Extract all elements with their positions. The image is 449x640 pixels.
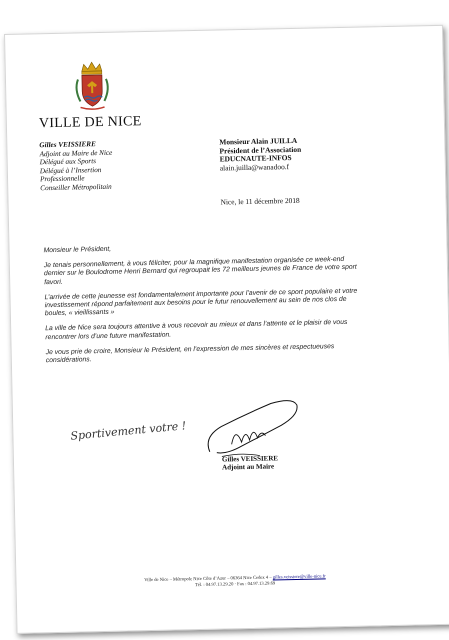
body-paragraph: Je vous prie de croire, Monsieur le Président, en l’expression de mes sincères et respectueuses considérations. <box>45 342 335 365</box>
recipient-org: EDUCNAUTE-INFOS <box>219 153 292 164</box>
body-paragraph: L’arrivée de cette jeunesse est fondamentalement importante pour l’avenir de ce sport populaire et votre investissement répond parfaitement aux besoins pour le futur renouvellement au sein de nos clos de boules, « vieillissants » <box>44 287 358 318</box>
sender-name: Gilles VEISSIERE <box>39 140 96 150</box>
body-paragraph: Je tenais personnellement, à vous féliciter, pour la magnifique manifestation organisée ce week-end dernier sur le Boulodrome Henri Bernard qui regroupait les 72 meilleurs jeunes de France de votre sport favori. <box>43 256 357 286</box>
sender-title: Professionnelle <box>39 174 85 184</box>
handwritten-note: Sportivement votre ! <box>69 419 187 443</box>
footer-phones: Tél. : 04.97.13.29.20 · Fax : 04.97.13.29.69 <box>194 580 276 588</box>
letter-page <box>4 25 449 634</box>
sender-block <box>39 140 113 193</box>
letter-body <box>43 241 366 373</box>
sender-title: Adjoint au Maire de Nice <box>39 148 113 158</box>
recipient-name: Monsieur Alain JUILLA <box>219 135 298 147</box>
recipient-role: Président de l’Association <box>219 144 302 156</box>
city-name: VILLE DE NICE <box>38 114 142 132</box>
footer-address: Ville de Nice – Métropole Nice Côte d’Azur – 06364 Nice Cedex 4 – <box>144 574 272 583</box>
signature-block <box>222 454 278 472</box>
recipient-block <box>219 137 301 173</box>
letter-footer <box>16 571 449 592</box>
city-crest-icon <box>72 61 113 112</box>
letter-date: Nice, le 11 décembre 2018 <box>220 195 300 207</box>
body-paragraph: La ville de Nice sera toujours attentive à vous recevoir au mieux et dans l’attente et le plaisir de vous rencontrer lors d’une future manifestation. <box>45 319 348 341</box>
footer-email-link[interactable]: gilles.veissiere@ville-nice.fr <box>272 573 326 580</box>
signature-title: Adjoint au Maire <box>222 462 275 472</box>
sender-title: Délégué à l’Insertion <box>39 165 102 176</box>
recipient-email: alain.juilla@wanadoo.f <box>219 161 290 173</box>
sender-title: Délégué aux Sports <box>39 157 97 167</box>
salutation: Monsieur le Président, <box>43 245 112 255</box>
signature-name: Gilles VEISSIERE <box>221 454 279 464</box>
sender-title: Conseiller Métropolitain <box>40 182 112 193</box>
